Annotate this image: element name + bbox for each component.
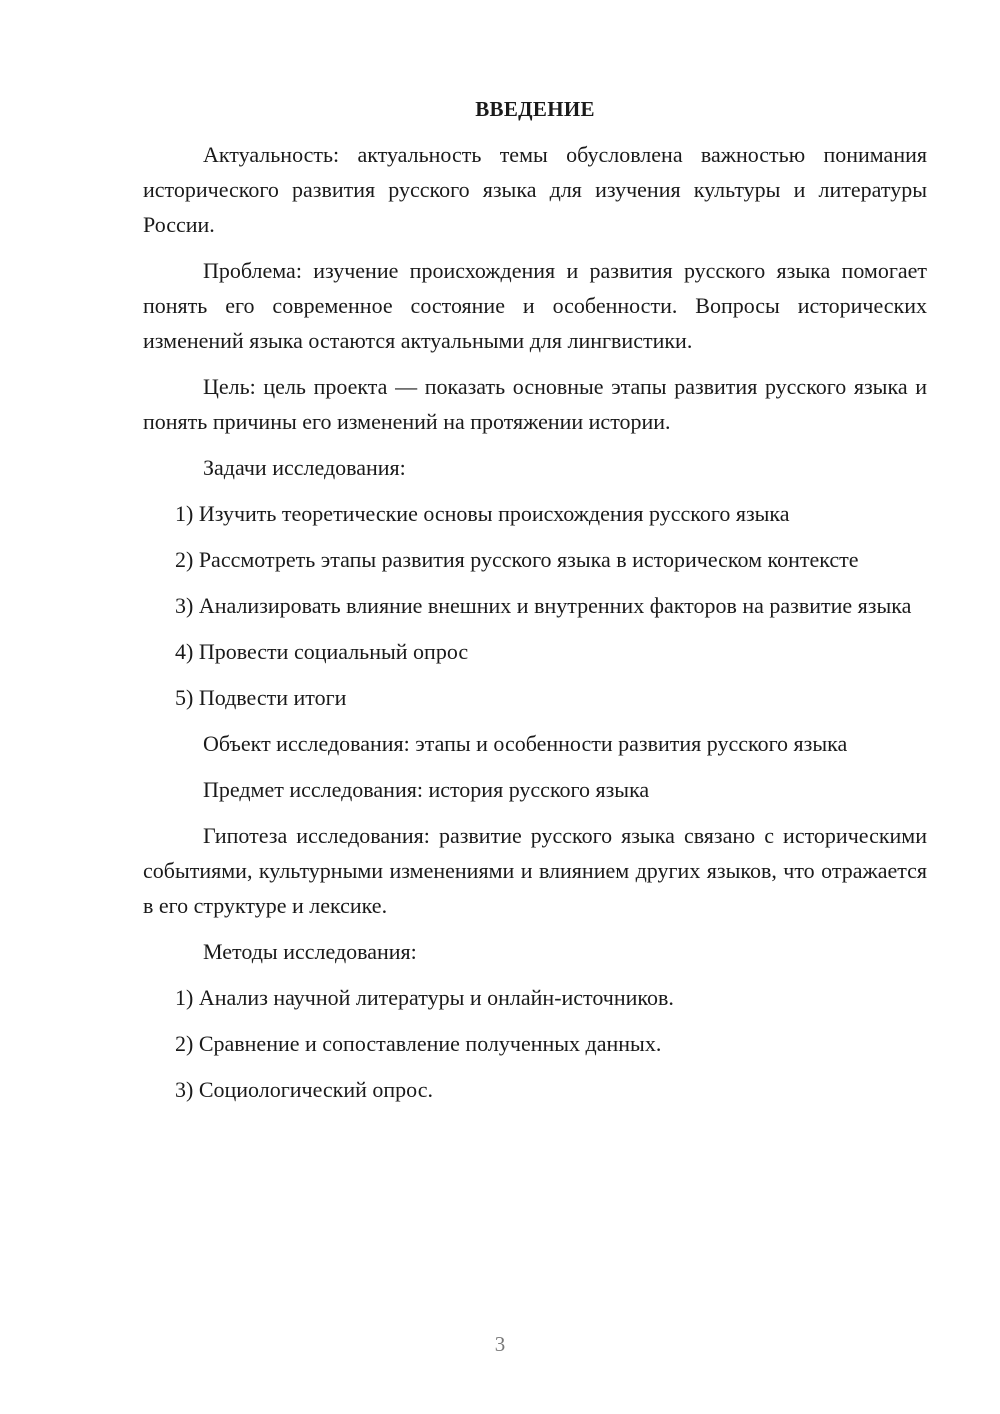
method-item: 1) Анализ научной литературы и онлайн-источников. bbox=[175, 985, 674, 1010]
methods-heading: Методы исследования: bbox=[203, 939, 417, 964]
method-item: 2) Сравнение и сопоставление полученных данных. bbox=[175, 1031, 662, 1056]
hypothesis-paragraph: Гипотеза исследования: развитие русского языка связано с историческими событиями, культурными изменениями и влиянием других языков, что отражается в его структуре и лексике. bbox=[143, 823, 927, 918]
task-item: 4) Провести социальный опрос bbox=[175, 639, 469, 664]
relevance-paragraph: Актуальность: актуальность темы обусловлена важностью понимания исторического развития русского языка для изучения культуры и литературы России. bbox=[143, 142, 927, 237]
goal-paragraph: Цель: цель проекта — показать основные этапы развития русского языка и понять причины его изменений на протяжении истории. bbox=[143, 374, 927, 434]
task-item: 2) Рассмотреть этапы развития русского языка в историческом контексте bbox=[175, 547, 859, 572]
section-title: ВВЕДЕНИЕ bbox=[475, 97, 595, 121]
method-item: 3) Социологический опрос. bbox=[175, 1077, 433, 1102]
task-item: 5) Подвести итоги bbox=[175, 685, 347, 710]
tasks-heading: Задачи исследования: bbox=[203, 455, 406, 480]
task-item: 1) Изучить теоретические основы происхождения русского языка bbox=[175, 501, 790, 526]
page-number: 3 bbox=[494, 1332, 506, 1356]
object-paragraph: Объект исследования: этапы и особенности развития русского языка bbox=[203, 731, 848, 756]
task-item: 3) Анализировать влияние внешних и внутренних факторов на развитие языка bbox=[175, 593, 912, 618]
problem-paragraph: Проблема: изучение происхождения и развития русского языка помогает понять его современное состояние и особенности. Вопросы исторических изменений языка остаются актуальными для лингвистики. bbox=[143, 258, 927, 353]
subject-paragraph: Предмет исследования: история русского языка bbox=[203, 777, 650, 802]
page-content bbox=[143, 92, 927, 1118]
